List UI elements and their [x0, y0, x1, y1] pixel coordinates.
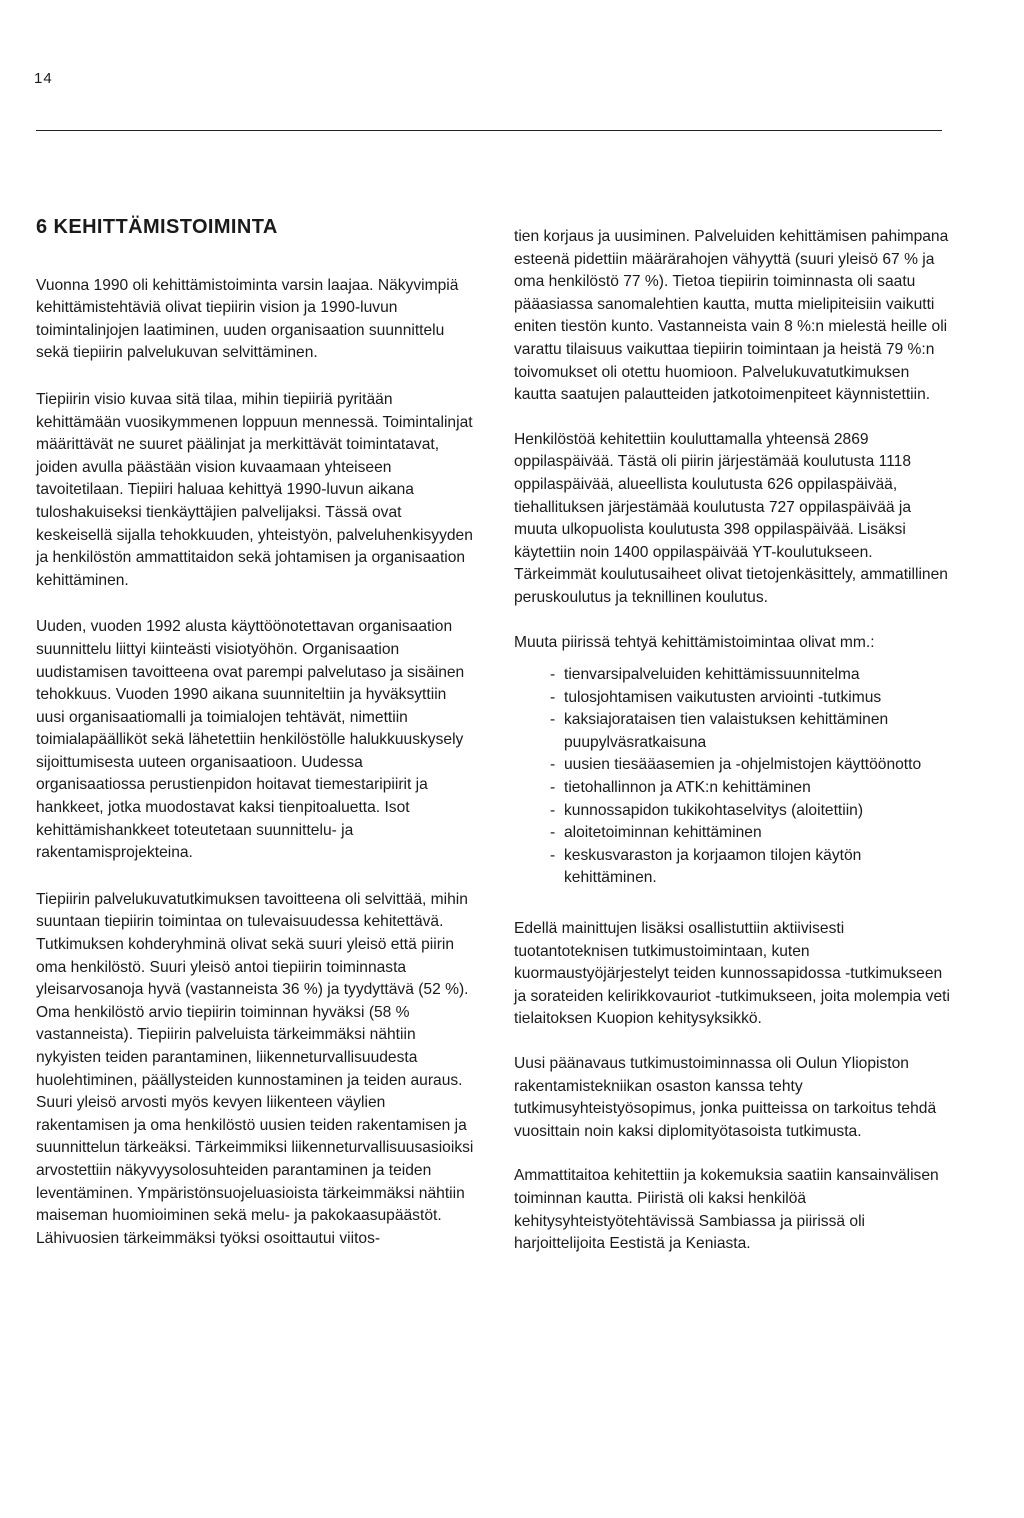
list-item: - tietohallinnon ja ATK:n kehittäminen — [550, 777, 954, 800]
page-number: 14 — [34, 70, 53, 87]
header-divider — [36, 130, 942, 131]
paragraph: Henkilöstöä kehitettiin kouluttamalla yhteensä 2869 oppilaspäivää. Tästä oli piirin järjestämää koulutusta 1118 oppilaspäivää, alueellista koulutusta 626 oppilaspäivää, tiehallituksen järjestämää koulutusta 727 oppilaspäivää ja muuta ulkopuolista koulutusta 398 oppilaspäivää. Lisäksi käytettiin noin 1400 oppilaspäivää YT-koulutukseen. Tärkeimmät koulutusaiheet olivat tietojenkäsittely, ammatillinen peruskoulutus ja teknillinen koulutus. — [514, 430, 948, 606]
list-intro: Muuta piirissä tehtyä kehittämistoimintaa olivat mm.: — [514, 633, 875, 651]
paragraph: Uuden, vuoden 1992 alusta käyttöönotettavan organisaation suunnittelu liittyi kiinteästi visiotyöhön. Organisaation uudistamisen tavoitteena ovat parempi palvelutaso ja sisäinen tehokkuus. Vuoden 1990 aikana suunniteltiin ja hyväksyttiin uusi organisaatiomalli ja toimialojen tehtävät, nimettiin toimialapäälliköt sekä lähetettiin henkilöstölle halukkuuskysely sijoittumisesta uuteen organisaatioon. Uudessa organisaatiossa perustienpidon hoitavat tiemestaripiirit ja hankkeet, jotka muodostavat kaksi tienpitoaluetta. Isot kehittämishankkeet toteutetaan suunnittelu- ja rakentamisprojekteina. — [36, 618, 465, 862]
paragraph: Tiepiirin visio kuvaa sitä tilaa, mihin tiepiiriä pyritään kehittämään vuosikymmenen loppuun mennessä. Toimintalinjat määrittävät ne suuret päälinjat ja merkittävät toimintatavat, joiden avulla päästään vision kuvaamaan yhteiseen tavoitetilaan. Tiepiiri haluaa kehittyä 1990-luvun aikana tuloshakuiseksi tienkäyttäjien palvelijaksi. Tässä ovat keskeisellä sijalla tehokkuuden, yhteistyön, palveluhenkisyyden ja henkilöstön ammattitaidon sekä johtamisen ja organisaation kehittäminen. — [36, 390, 473, 589]
paragraph: Ammattitaitoa kehitettiin ja kokemuksia saatiin kansainvälisen toiminnan kautta. Piiristä oli kaksi henkilöä kehitysyhteistyötehtävissä Sambiassa ja piirissä oli harjoittelijoita Eestistä ja Keniasta. — [514, 1167, 939, 1253]
list-item: - tulosjohtamisen vaikutusten arviointi -tutkimus — [550, 687, 954, 710]
paragraph: Tiepiirin palvelukuvatutkimuksen tavoitteena oli selvittää, mihin suuntaan tiepiirin toimintaa on tulevaisuudessa kehitettävä. Tutkimuksen kohderyhminä olivat sekä suuri yleisö että piirin oma henkilöstö. Suuri yleisö antoi tiepiirin toiminnasta yleisarvosanoja hyvä (vastanneista 36 %) ja tyydyttävä (52 %). Oma henkilöstö arvio tiepiirin toiminnan hyväksi (58 % vastanneista). Tiepiirin palveluista tärkeimmäksi nähtiin nykyisten teiden parantaminen, liikenneturvallisuudesta huolehtiminen, päällysteiden kunnostaminen ja teiden auraus. Suuri yleisö arvosti myös kevyen liikenteen väylien rakentamisen ja oma henkilöstö uusien teiden rakentamisen ja suunnittelun tärkeäksi. Tärkeimmiksi liikenneturvallisuusasioiksi arvostettiin näkyvyysolosuhteiden parantaminen ja teiden leventäminen. Ympäristönsuojeluasioista tärkeimmäksi nähtiin maiseman huomioiminen sekä melu- ja pakokaasupäästöt. Lähivuosien tärkeimmäksi työksi osoittautui viitos- — [36, 890, 474, 1247]
list-item: - keskusvaraston ja korjaamon tilojen käytön kehittäminen. — [550, 845, 954, 890]
list-item: - uusien tiesääasemien ja -ohjelmistojen käyttöönotto — [550, 754, 954, 777]
list-item: - kaksiajorataisen tien valaistuksen kehittäminen puupylväsratkaisuna — [550, 709, 954, 754]
list-item: - kunnossapidon tukikohtaselvitys (aloitettiin) — [550, 800, 954, 823]
paragraph: Vuonna 1990 oli kehittämistoiminta varsin laajaa. Näkyvimpiä kehittämistehtäviä olivat tiepiirin vision ja 1990-luvun toimintalinjojen laatiminen, uuden organisaation suunnittelu sekä tiepiirin palvelukuvan selvittäminen. — [36, 276, 459, 362]
list-item: - aloitetoiminnan kehittäminen — [550, 822, 954, 845]
paragraph: Edellä mainittujen lisäksi osallistuttiin aktiivisesti tuotantoteknisen tutkimustoimintaan, kuten kuormaustyöjärjestelyt teiden kunnossapidossa -tutkimukseen ja sorateiden kelirikkovauriot -tutkimukseen, joita molempia veti tielaitoksen Kuopion kehitysyksikkö. — [514, 920, 950, 1028]
left-column — [36, 216, 476, 1274]
development-list — [550, 664, 954, 890]
right-column — [514, 226, 954, 1278]
paragraph: tien korjaus ja uusiminen. Palveluiden kehittämisen pahimpana esteenä pidettiin määrärahojen vähyyttä (suuri yleisö 67 % ja oma henkilöstö 77 %). Tietoa tiepiirin toiminnasta oli saatu pääasiassa sanomalehtien kautta, mutta mielipiteisiin vaikutti eniten tiestön kunto. Vastanneista vain 8 %:n mielestä heille oli varattu tilaisuus vaikuttaa tiepiirin toimintaan ja heistä 79 %:n toivomukset oli otettu huomioon. Palvelukuvatutkimuksen kautta saatujen palautteiden jatkotoimenpiteet käynnistettiin. — [514, 228, 949, 404]
paragraph: Uusi päänavaus tutkimustoiminnassa oli Oulun Yliopiston rakentamistekniikan osaston kanssa tehty tutkimusyhteistyösopimus, jonka puitteissa on tarkoitus tehdä vuosittain noin kaksi diplomityötasoista tutkimusta. — [514, 1055, 937, 1140]
list-item: - tienvarsipalveluiden kehittämissuunnitelma — [550, 664, 954, 687]
section-title: 6 KEHITTÄMISTOIMINTA — [36, 216, 278, 238]
